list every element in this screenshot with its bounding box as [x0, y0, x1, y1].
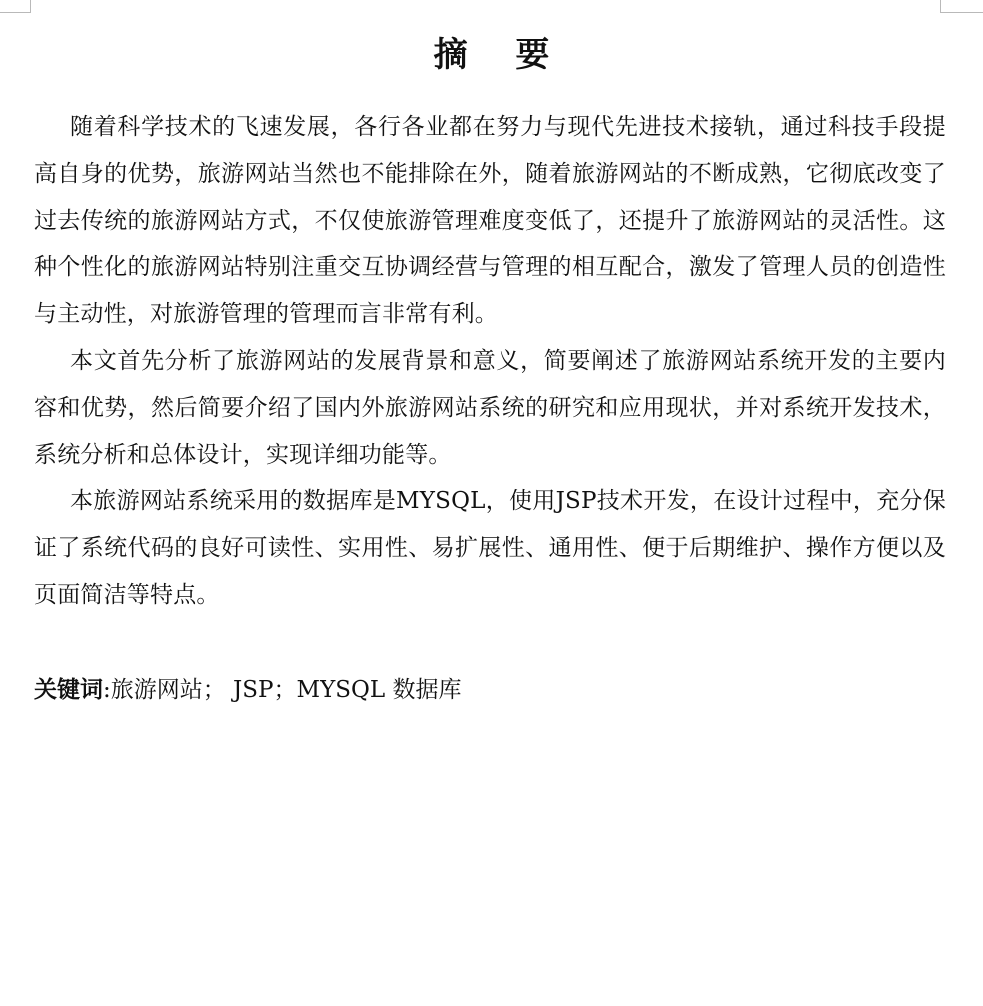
abstract-title: 摘 要: [433, 35, 568, 75]
keywords-line: [34, 667, 946, 713]
abstract-paragraph-1: 随着科学技术的飞速发展，各行各业都在努力与现代先进技术接轨，通过科技手段提高自身的优势，旅游网站当然也不能排除在外，随着旅游网站的不断成熟，它彻底改变了过去传统的旅游网站方式，不仅使旅游管理难度变低了，还提升了旅游网站的灵活性。这种个性化的旅游网站特别注重交互协调经营与管理的相互配合，激发了管理人员的创造性与主动性，对旅游管理的管理而言非常有利。: [34, 114, 946, 328]
keywords-text: :旅游网站； JSP；MYSQL 数据库: [103, 677, 462, 703]
abstract-body: [34, 104, 946, 619]
keywords-label: 关键词: [34, 676, 103, 703]
page-corner-mark-right: [940, 0, 983, 13]
page-corner-mark-left: [0, 0, 31, 13]
abstract-paragraph-2: 本文首先分析了旅游网站的发展背景和意义，简要阐述了旅游网站系统开发的主要内容和优势，然后简要介绍了国内外旅游网站系统的研究和应用现状，并对系统开发技术，系统分析和总体设计，实现详细功能等。: [34, 347, 946, 468]
abstract-paragraph-3: 本旅游网站系统采用的数据库是MYSQL，使用JSP技术开发，在设计过程中，充分保证了系统代码的良好可读性、实用性、易扩展性、通用性、便于后期维护、操作方便以及页面简洁等特点。: [34, 488, 946, 608]
